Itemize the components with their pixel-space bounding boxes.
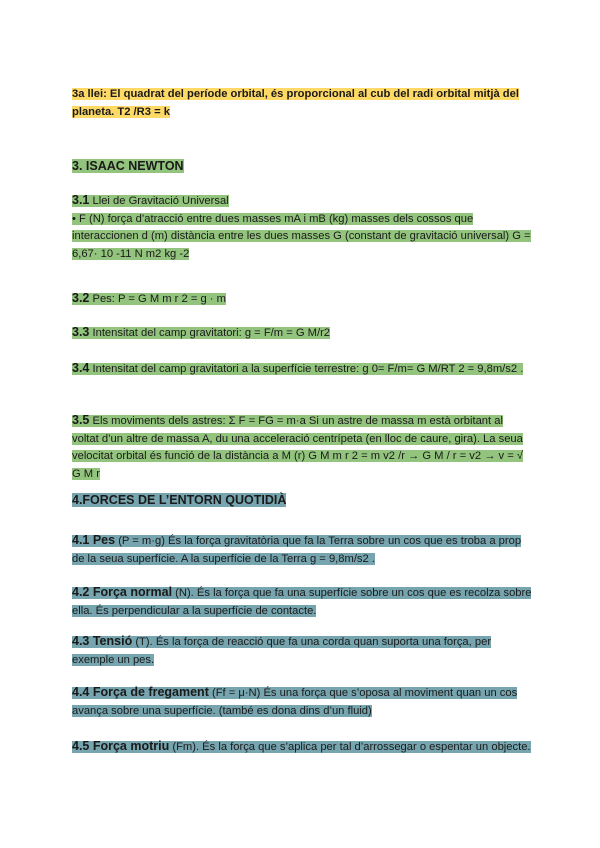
item-text: (Ff = μ·N) És una força que s’oposa al moviment quan un cos avança sobre una superfície. (també es dona dins d’un fluid) <box>72 687 518 717</box>
section4-item-4 <box>72 684 532 720</box>
section4-item-2 <box>72 584 532 620</box>
item-number: 3.1 <box>72 193 90 207</box>
third-law-text: 3a llei: El quadrat del període orbital, és proporcional al cub del radi orbital mitjà del planeta. T2 /R3 = k <box>72 88 519 118</box>
section3-item-4 <box>72 360 532 379</box>
item-text: Intensitat del camp gravitatori: g = F/m = G M/r2 <box>89 327 331 339</box>
item-number: 4.4 Força de fregament <box>72 685 209 699</box>
item-text: (T). És la força de reacció que fa una corda quan suporta una força, per exemple un pes. <box>72 636 492 666</box>
item-number: 4.5 Força motriu <box>72 739 170 753</box>
item-extra: • F (N) força d’atracció entre dues masses mA i mB (kg) masses dels cossos que interaccionen d (m) distància entre les dues masses G (constant de gravitació universal) G = 6,67· 10 -11 N m2 kg -2 <box>72 212 531 260</box>
item-text: (N). És la força que fa una superfície sobre un cos que es recolza sobre ella. És perpendicular a la superfície de contacte. <box>72 587 532 617</box>
item-number: 3.5 <box>72 413 90 427</box>
item-number: 4.3 Tensió <box>72 634 133 648</box>
section4-item-1 <box>72 532 532 568</box>
item-text: Pes: P = G M m r 2 = g · m <box>89 293 226 305</box>
section3-item-1 <box>72 192 532 263</box>
section4-item-3 <box>72 633 532 669</box>
item-number: 3.2 <box>72 291 90 305</box>
item-number: 3.4 <box>72 361 90 375</box>
section3-item-2 <box>72 290 532 309</box>
item-text: Els moviments dels astres: Σ F = FG = m·a Si un astre de massa m està orbitant al voltat d’un altre de massa A, du una acceleració centrípeta (en lloc de caure, gira). La seua velocitat orbital és funció de la distància a M (r) G M m r 2 = m v2 /r → G M / r = v2 → v = √ G M r <box>72 415 523 480</box>
section3-heading <box>72 158 532 177</box>
item-text: Intensitat del camp gravitatori a la superfície terrestre: g 0= F/m= G M/RT 2 = 9,8m/s2 . <box>89 363 524 375</box>
item-text: (P = m·g) És la força gravitatòria que fa la Terra sobre un cos que es troba a prop de la seua superfície. A la superfície de la Terra g = 9,8m/s2 . <box>72 535 522 565</box>
section3-item-3 <box>72 324 532 343</box>
section3-title: 3. ISAAC NEWTON <box>72 159 184 173</box>
section4-item-5 <box>72 738 532 757</box>
item-number: 3.3 <box>72 325 90 339</box>
item-text: (Fm). És la força que s’aplica per tal d’arrossegar o espentar un objecte. <box>169 741 531 753</box>
item-number: 4.1 Pes <box>72 533 116 547</box>
section3-item-5 <box>72 412 532 483</box>
section4-title: 4.FORCES DE L’ENTORN QUOTIDIÀ <box>72 493 287 507</box>
item-text: Llei de Gravitació Universal <box>89 195 229 207</box>
third-law-paragraph <box>72 86 532 121</box>
section4-heading <box>72 492 532 511</box>
item-number: 4.2 Força normal <box>72 585 173 599</box>
